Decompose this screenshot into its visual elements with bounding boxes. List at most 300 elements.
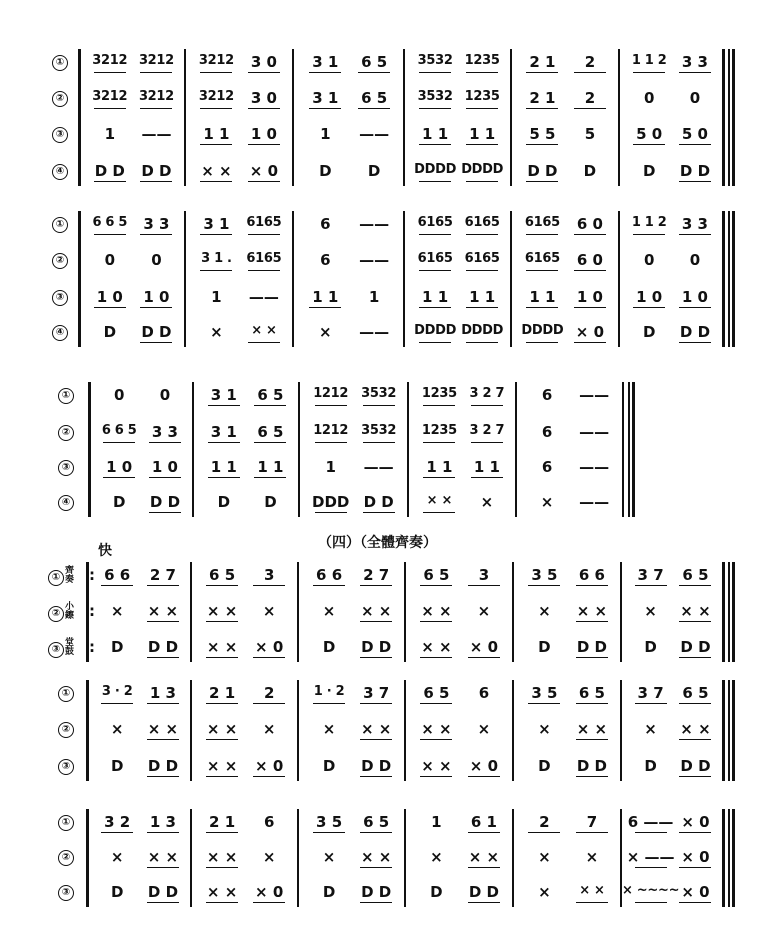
beam-underline [526, 270, 558, 271]
beam-underline [633, 72, 665, 73]
beam-underline [679, 657, 711, 658]
note-cell: DDDD [414, 323, 457, 338]
note-cell: × 0 [575, 323, 605, 341]
note-cell: 1 · 2 [313, 684, 345, 699]
beam-underline [420, 657, 452, 658]
note-cell: × × [206, 602, 238, 620]
note-cell: 6 [541, 458, 553, 476]
note-cell: 1 [320, 125, 331, 143]
note-cell: —— [579, 458, 610, 476]
note-cell: 1 1 [469, 125, 496, 143]
note-cell: 3 1 [203, 215, 230, 233]
note-cell: × 0 [681, 848, 710, 866]
note-cell: 3 5 [531, 566, 558, 584]
note-cell: 1 0 [681, 288, 708, 306]
beam-underline [576, 657, 608, 658]
note-cell: 0 [689, 251, 701, 269]
beam-underline [313, 832, 345, 833]
beam-underline [147, 585, 179, 586]
beam-underline [358, 72, 390, 73]
beam-underline [679, 902, 711, 903]
note-cell: 6 6 [316, 566, 343, 584]
note-cell: 2 1 [529, 89, 556, 107]
note-cell: × [110, 848, 124, 866]
beam-underline [574, 108, 606, 109]
note-cell: 2 1 [209, 684, 236, 702]
note-cell: 1 1 [210, 458, 237, 476]
beam-underline [140, 181, 172, 182]
note-cell: D [110, 883, 124, 901]
beam-underline [206, 776, 238, 777]
note-cell: D [110, 638, 124, 656]
beam-underline [679, 342, 711, 343]
beam-underline [466, 144, 498, 145]
instrument-name: 齊奏 [65, 566, 75, 585]
note-cell: 6 5 [423, 684, 450, 702]
part-number-marker: ③ [58, 759, 74, 775]
beam-underline [140, 234, 172, 235]
beam-underline [420, 776, 452, 777]
beam-underline [423, 442, 455, 443]
note-cell: × × [147, 848, 179, 866]
beam-underline [679, 307, 711, 308]
note-cell: × 0 [249, 162, 279, 180]
beam-underline [468, 585, 500, 586]
note-cell: 1 1 [203, 125, 230, 143]
beam-underline [635, 585, 667, 586]
note-cell: D [322, 757, 336, 775]
beam-underline [208, 477, 240, 478]
beam-underline [679, 739, 711, 740]
note-cell: × × [576, 720, 608, 738]
part-number-marker: ② [58, 425, 74, 441]
note-cell: —— [359, 215, 390, 233]
note-cell: D [264, 493, 277, 511]
beam-underline [576, 902, 608, 903]
note-cell: 1 1 [422, 288, 449, 306]
barline [732, 562, 735, 662]
beam-underline [253, 703, 285, 704]
note-cell: × [262, 720, 276, 738]
note-cell: × × [421, 602, 452, 620]
note-cell: 0 [643, 251, 655, 269]
note-cell: × × [468, 848, 500, 866]
note-cell: 3212 [92, 89, 128, 104]
beam-underline [140, 342, 172, 343]
note-cell: D [322, 883, 336, 901]
note-cell: 1 1 [426, 458, 453, 476]
note-cell: 3 3 [681, 215, 708, 233]
note-cell: D [112, 493, 126, 511]
beam-underline [679, 867, 711, 868]
beam-underline [248, 342, 280, 343]
beam-underline [468, 832, 500, 833]
note-cell: × × [360, 848, 392, 866]
note-cell: 2 1 [209, 813, 236, 831]
note-cell: 6 6 5 [101, 423, 137, 438]
part-label [58, 884, 74, 901]
note-cell: 6 0 [576, 215, 603, 233]
beam-underline [94, 108, 126, 109]
barline [732, 680, 735, 781]
note-cell: 1 0 [143, 288, 170, 306]
barline [728, 562, 730, 662]
note-cell: 3 2 7 [469, 386, 505, 401]
beam-underline [635, 832, 667, 833]
beam-underline [679, 181, 711, 182]
note-cell: 3 7 [637, 684, 664, 702]
note-cell: × [585, 848, 599, 866]
note-cell: 6 5 [423, 566, 450, 584]
note-cell: D D [679, 323, 711, 341]
note-cell: 3 3 [143, 215, 170, 233]
beam-underline [420, 703, 452, 704]
note-cell: —— [359, 323, 390, 341]
note-cell: —— [363, 458, 394, 476]
repeat-sign: : [89, 638, 95, 656]
beam-underline [206, 902, 238, 903]
note-cell: × [262, 848, 276, 866]
beam-underline [206, 739, 238, 740]
note-cell: DDD [312, 493, 350, 511]
note-cell: 3 3 [151, 423, 178, 441]
note-cell: 6 [263, 813, 275, 831]
note-cell: 6165 [524, 251, 560, 266]
beam-underline [419, 234, 451, 235]
note-cell: 6 5 [363, 813, 390, 831]
note-cell: 1 [325, 458, 336, 476]
note-cell: 3 5 [531, 684, 558, 702]
note-cell: × 0 [681, 813, 710, 831]
note-cell: D D [363, 493, 394, 511]
note-cell: 3 1 [210, 386, 237, 404]
beam-underline [101, 832, 133, 833]
beam-underline [206, 585, 238, 586]
beam-underline [147, 739, 179, 740]
repeat-sign: : [89, 602, 95, 620]
beam-underline [140, 108, 172, 109]
note-cell: D [322, 638, 336, 656]
beam-underline [466, 72, 498, 73]
beam-underline [574, 72, 606, 73]
note-cell: D D [141, 162, 172, 180]
beam-underline [253, 585, 285, 586]
part-label [58, 424, 74, 441]
beam-underline [466, 181, 498, 182]
note-cell: 1235 [421, 386, 457, 401]
note-cell: 1235 [464, 89, 500, 104]
note-cell: 3 [478, 566, 490, 584]
note-cell: 3 2 [104, 813, 131, 831]
note-cell: D D [141, 323, 172, 341]
beam-underline [419, 181, 451, 182]
tempo-marking: 快 [98, 543, 112, 559]
barline [732, 49, 735, 186]
note-cell: 6 [541, 386, 553, 404]
note-cell: D [103, 323, 117, 341]
beam-underline [679, 234, 711, 235]
beam-underline [528, 832, 560, 833]
note-cell: × [322, 720, 336, 738]
beam-underline [363, 442, 395, 443]
note-cell: 1 0 [96, 288, 123, 306]
note-cell: D D [527, 162, 558, 180]
beam-underline [254, 477, 286, 478]
part-number-marker: ③ [58, 460, 74, 476]
beam-underline [576, 739, 608, 740]
beam-underline [248, 108, 280, 109]
note-cell: DDDD [461, 323, 504, 338]
beam-underline [248, 72, 280, 73]
part-number-marker: ③ [52, 127, 68, 143]
note-cell: × × [360, 720, 392, 738]
note-cell: × × [579, 883, 605, 898]
beam-underline [419, 108, 451, 109]
beam-underline [574, 342, 606, 343]
note-cell: 1 3 [149, 684, 176, 702]
note-cell: 2 [584, 89, 596, 107]
part-number-marker: ① [52, 217, 68, 233]
beam-underline [200, 72, 232, 73]
note-cell: —— [359, 125, 390, 143]
note-cell: 3 1 [312, 53, 339, 71]
note-cell: 6165 [417, 215, 453, 230]
beam-underline [635, 703, 667, 704]
beam-underline [140, 72, 172, 73]
beam-underline [94, 72, 126, 73]
note-cell: —— [248, 288, 279, 306]
beam-underline [633, 234, 665, 235]
beam-underline [471, 405, 503, 406]
beam-underline [200, 144, 232, 145]
note-cell: 6 6 [578, 566, 605, 584]
note-cell: 3212 [198, 89, 234, 104]
barline [632, 382, 635, 517]
note-cell: 3 2 7 [469, 423, 505, 438]
note-cell: × × [147, 602, 179, 620]
beam-underline [363, 512, 395, 513]
beam-underline [147, 657, 179, 658]
note-cell: × × [201, 162, 232, 180]
note-cell: 6 5 [578, 684, 605, 702]
beam-underline [419, 144, 451, 145]
beam-underline [466, 342, 498, 343]
note-cell: 1 1 [529, 288, 556, 306]
part-label [52, 90, 68, 107]
note-cell: 6 5 [361, 89, 388, 107]
note-cell: 2 7 [363, 566, 390, 584]
beam-underline [206, 657, 238, 658]
note-cell: × [644, 720, 657, 738]
beam-underline [679, 776, 711, 777]
note-cell: × [480, 493, 494, 511]
note-cell: × × [206, 720, 238, 738]
beam-underline [419, 307, 451, 308]
note-cell: 6165 [464, 251, 500, 266]
beam-underline [679, 585, 711, 586]
note-cell: 6 [478, 684, 490, 702]
beam-underline [147, 832, 179, 833]
beam-underline [147, 703, 179, 704]
part-label [48, 639, 77, 658]
note-cell: 6165 [246, 215, 282, 230]
beam-underline [360, 902, 392, 903]
beam-underline [526, 342, 558, 343]
part-number-marker: ④ [52, 164, 68, 180]
note-cell: × × [680, 602, 711, 620]
beam-underline [471, 442, 503, 443]
part-number-marker: ① [58, 686, 74, 702]
note-cell: 1 1 2 [631, 215, 667, 230]
note-cell: × × [680, 720, 711, 738]
note-cell: 1 1 [469, 288, 496, 306]
barline [628, 382, 630, 517]
beam-underline [248, 234, 280, 235]
note-cell: D D [149, 493, 181, 511]
beam-underline [147, 902, 179, 903]
beam-underline [633, 307, 665, 308]
beam-underline [574, 234, 606, 235]
note-cell: × 0 [681, 883, 710, 901]
note-cell: × [319, 323, 332, 341]
note-cell: 1 [431, 813, 442, 831]
beam-underline [360, 776, 392, 777]
note-cell: —— [359, 251, 390, 269]
note-cell: × [262, 602, 276, 620]
note-cell: 3212 [198, 53, 234, 68]
note-cell: 2 7 [149, 566, 176, 584]
beam-underline [363, 405, 395, 406]
note-cell: 0 [113, 386, 125, 404]
note-cell: × [477, 720, 491, 738]
note-cell: D [110, 757, 124, 775]
beam-underline [103, 442, 135, 443]
note-cell: D [644, 757, 657, 775]
note-cell: × [210, 323, 223, 341]
note-cell: 1 3 [149, 813, 176, 831]
part-label [58, 387, 74, 404]
beam-underline [679, 144, 711, 145]
note-cell: × [110, 602, 124, 620]
beam-underline [315, 442, 347, 443]
beam-underline [101, 703, 133, 704]
barline [728, 49, 730, 186]
note-cell: × × [421, 757, 452, 775]
part-number-marker: ① [58, 388, 74, 404]
note-cell: 0 [159, 386, 171, 404]
part-label [58, 758, 74, 775]
note-cell: DDDD [461, 162, 504, 177]
note-cell: × × [576, 602, 608, 620]
beam-underline [526, 72, 558, 73]
note-cell: D D [147, 757, 179, 775]
beam-underline [94, 234, 126, 235]
note-cell: 6 5 [361, 53, 388, 71]
note-cell: 6 6 5 [92, 215, 128, 230]
note-cell: 1235 [464, 53, 500, 68]
note-cell: 3 3 [681, 53, 708, 71]
beam-underline [208, 442, 240, 443]
note-cell: 2 1 [529, 53, 556, 71]
note-cell: × × [360, 602, 392, 620]
part-label [52, 126, 68, 143]
note-cell: 2 [584, 53, 596, 71]
note-cell: D [538, 638, 551, 656]
note-cell: 1235 [421, 423, 457, 438]
note-cell: D D [576, 638, 607, 656]
note-cell: 1 1 [257, 458, 284, 476]
note-cell: 3212 [138, 89, 174, 104]
note-cell: × [540, 493, 554, 511]
note-cell: × 0 [255, 638, 284, 656]
note-cell: × × [147, 720, 179, 738]
note-cell: —— [579, 423, 610, 441]
beam-underline [528, 703, 560, 704]
note-cell: 3 1 [312, 89, 339, 107]
beam-underline [419, 72, 451, 73]
note-cell: 3532 [361, 423, 397, 438]
beam-underline [149, 442, 181, 443]
note-cell: 1 1 [312, 288, 339, 306]
beam-underline [149, 477, 181, 478]
note-cell: 6 [320, 251, 331, 269]
note-cell: DDDD [521, 323, 564, 338]
beam-underline [147, 776, 179, 777]
note-cell: × ~~~~ [621, 883, 680, 898]
beam-underline [313, 703, 345, 704]
beam-underline [576, 776, 608, 777]
beam-underline [526, 307, 558, 308]
note-cell: D D [576, 757, 607, 775]
note-cell: × 0 [255, 757, 284, 775]
beam-underline [200, 108, 232, 109]
note-cell: × [538, 848, 551, 866]
beam-underline [466, 307, 498, 308]
note-cell: 6 [541, 423, 553, 441]
beam-underline [423, 477, 455, 478]
note-cell: × × [206, 757, 238, 775]
beam-underline [526, 181, 558, 182]
note-cell: D D [468, 883, 499, 901]
note-cell: × —— [626, 848, 675, 866]
beam-underline [140, 307, 172, 308]
beam-underline [360, 621, 392, 622]
beam-underline [248, 270, 280, 271]
part-label [58, 494, 74, 511]
note-cell: 7 [586, 813, 598, 831]
note-cell: 1 1 2 [631, 53, 667, 68]
note-cell: D D [680, 757, 711, 775]
note-cell: 6 5 [257, 423, 284, 441]
note-cell: 3 [263, 566, 275, 584]
note-cell: × [322, 602, 336, 620]
note-cell: 1 0 [576, 288, 603, 306]
beam-underline [679, 72, 711, 73]
note-cell: × [110, 720, 124, 738]
note-cell: 6 1 [470, 813, 497, 831]
barline [728, 680, 730, 781]
beam-underline [466, 108, 498, 109]
note-cell: 1 0 [636, 288, 663, 306]
note-cell: × 0 [469, 757, 499, 775]
beam-underline [471, 477, 503, 478]
note-cell: D [367, 162, 381, 180]
note-cell: × [644, 602, 657, 620]
note-cell: × × [206, 638, 238, 656]
note-cell: D D [94, 162, 125, 180]
beam-underline [526, 144, 558, 145]
note-cell: 0 [689, 89, 701, 107]
